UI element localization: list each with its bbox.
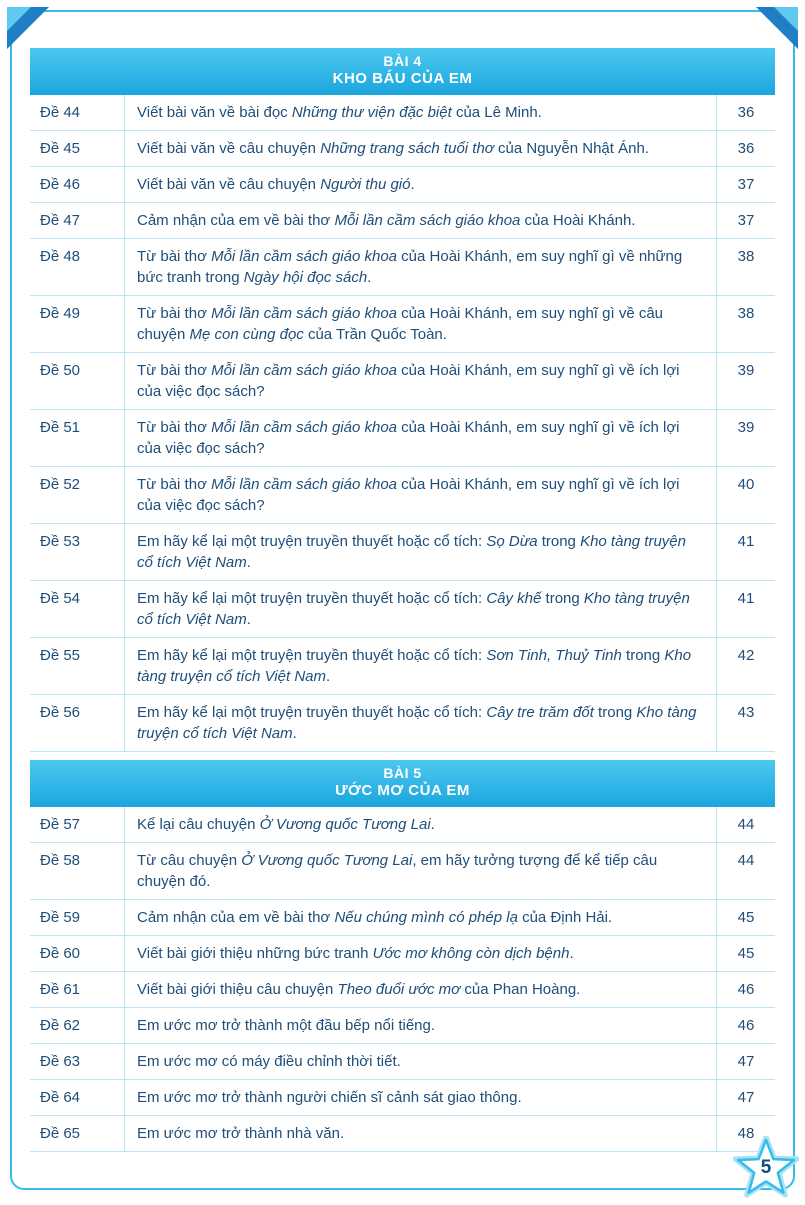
exercise-label: Đề 45 bbox=[30, 131, 125, 166]
exercise-description: Em hãy kể lại một truyện truyền thuyết hoặc cổ tích: Sơn Tinh, Thuỷ Tinh trong Kho tàng truyện cổ tích Việt Nam. bbox=[125, 638, 717, 694]
table-row bbox=[30, 131, 775, 167]
page-number-cell: 43 bbox=[737, 704, 755, 721]
exercise-description: Viết bài giới thiệu câu chuyện Theo đuổi ước mơ của Phan Hoàng. bbox=[125, 972, 717, 1007]
page-number-cell: 47 bbox=[737, 1089, 755, 1106]
table-row bbox=[30, 95, 775, 131]
page-number-cell: 47 bbox=[737, 1053, 755, 1070]
table-row bbox=[30, 203, 775, 239]
section-title-line1: BÀI 4 bbox=[383, 53, 422, 69]
exercise-label: Đề 49 bbox=[30, 296, 125, 352]
section-title-line2: KHO BÁU CỦA EM bbox=[332, 70, 473, 87]
page-number-cell: 38 bbox=[737, 248, 755, 265]
exercise-description: Em ước mơ trở thành một đầu bếp nổi tiếng. bbox=[125, 1008, 717, 1043]
exercise-label: Đề 44 bbox=[30, 95, 125, 130]
section-title-line1: BÀI 5 bbox=[383, 765, 422, 781]
page-number-cell: 37 bbox=[737, 212, 755, 229]
exercise-label: Đề 55 bbox=[30, 638, 125, 694]
page-number-cell: 36 bbox=[737, 140, 755, 157]
page-number-cell: 42 bbox=[737, 647, 755, 664]
table-row bbox=[30, 410, 775, 467]
exercise-description: Viết bài văn về câu chuyện Những trang sách tuổi thơ của Nguyễn Nhật Ánh. bbox=[125, 131, 717, 166]
table-row bbox=[30, 1080, 775, 1116]
section-header bbox=[30, 48, 775, 95]
table-row bbox=[30, 695, 775, 752]
exercise-description: Từ bài thơ Mỗi lần cầm sách giáo khoa của Hoài Khánh, em suy nghĩ gì về ích lợi của việc đọc sách? bbox=[125, 353, 717, 409]
table-row bbox=[30, 467, 775, 524]
exercise-description: Viết bài văn về bài đọc Những thư viện đặc biệt của Lê Minh. bbox=[125, 95, 717, 130]
page-number-cell: 41 bbox=[737, 533, 755, 550]
exercise-description: Em hãy kể lại một truyện truyền thuyết hoặc cổ tích: Sọ Dừa trong Kho tàng truyện cổ tích Việt Nam. bbox=[125, 524, 717, 580]
exercise-label: Đề 62 bbox=[30, 1008, 125, 1043]
table-row bbox=[30, 1116, 775, 1152]
table-row bbox=[30, 239, 775, 296]
exercise-label: Đề 54 bbox=[30, 581, 125, 637]
exercise-description: Viết bài văn về câu chuyện Người thu gió. bbox=[125, 167, 717, 202]
table-row bbox=[30, 638, 775, 695]
exercise-description: Em hãy kể lại một truyện truyền thuyết hoặc cổ tích: Cây tre trăm đốt trong Kho tàng truyện cổ tích Việt Nam. bbox=[125, 695, 717, 751]
exercise-description: Em ước mơ trở thành người chiến sĩ cảnh sát giao thông. bbox=[125, 1080, 717, 1115]
exercise-label: Đề 52 bbox=[30, 467, 125, 523]
table-row bbox=[30, 807, 775, 843]
page-number-star bbox=[733, 1136, 799, 1200]
exercise-label: Đề 65 bbox=[30, 1116, 125, 1151]
exercise-label: Đề 46 bbox=[30, 167, 125, 202]
corner-decoration-top-left bbox=[7, 7, 49, 49]
exercise-label: Đề 48 bbox=[30, 239, 125, 295]
table-row bbox=[30, 936, 775, 972]
table-row bbox=[30, 581, 775, 638]
exercise-label: Đề 60 bbox=[30, 936, 125, 971]
page-number-cell: 36 bbox=[737, 104, 755, 121]
table-row bbox=[30, 353, 775, 410]
exercise-description: Em hãy kể lại một truyện truyền thuyết hoặc cổ tích: Cây khế trong Kho tàng truyện cổ tích Việt Nam. bbox=[125, 581, 717, 637]
table-row bbox=[30, 167, 775, 203]
exercise-label: Đề 64 bbox=[30, 1080, 125, 1115]
exercise-label: Đề 59 bbox=[30, 900, 125, 935]
table-row bbox=[30, 524, 775, 581]
table-row bbox=[30, 1044, 775, 1080]
exercise-description: Từ bài thơ Mỗi lần cầm sách giáo khoa của Hoài Khánh, em suy nghĩ gì về câu chuyện Mẹ con cùng đọc của Trần Quốc Toàn. bbox=[125, 296, 717, 352]
exercise-description: Cảm nhận của em về bài thơ Mỗi lần cầm sách giáo khoa của Hoài Khánh. bbox=[125, 203, 717, 238]
exercise-description: Em ước mơ trở thành nhà văn. bbox=[125, 1116, 717, 1151]
section-header bbox=[30, 760, 775, 807]
exercise-label: Đề 63 bbox=[30, 1044, 125, 1079]
page-number-cell: 38 bbox=[737, 305, 755, 322]
exercise-description: Viết bài giới thiệu những bức tranh Ước mơ không còn dịch bệnh. bbox=[125, 936, 717, 971]
table-row bbox=[30, 296, 775, 353]
exercise-description: Từ bài thơ Mỗi lần cầm sách giáo khoa của Hoài Khánh, em suy nghĩ gì về ích lợi của việc đọc sách? bbox=[125, 410, 717, 466]
exercise-description: Kể lại câu chuyện Ở Vương quốc Tương Lai. bbox=[125, 807, 717, 842]
section-title-line2: ƯỚC MƠ CỦA EM bbox=[335, 782, 470, 799]
exercise-label: Đề 61 bbox=[30, 972, 125, 1007]
page-number: 5 bbox=[760, 1157, 772, 1178]
toc-table bbox=[30, 48, 775, 1152]
page-number-cell: 48 bbox=[737, 1125, 755, 1142]
exercise-label: Đề 53 bbox=[30, 524, 125, 580]
table-row bbox=[30, 900, 775, 936]
exercise-label: Đề 57 bbox=[30, 807, 125, 842]
exercise-description: Từ bài thơ Mỗi lần cầm sách giáo khoa của Hoài Khánh, em suy nghĩ gì về ích lợi của việc đọc sách? bbox=[125, 467, 717, 523]
exercise-label: Đề 58 bbox=[30, 843, 125, 899]
exercise-description: Từ bài thơ Mỗi lần cầm sách giáo khoa của Hoài Khánh, em suy nghĩ gì về những bức tranh trong Ngày hội đọc sách. bbox=[125, 239, 717, 295]
corner-decoration-top-right bbox=[756, 7, 798, 49]
exercise-description: Cảm nhận của em về bài thơ Nếu chúng mình có phép lạ của Định Hải. bbox=[125, 900, 717, 935]
exercise-label: Đề 56 bbox=[30, 695, 125, 751]
page-number-cell: 44 bbox=[737, 816, 755, 833]
page-number-cell: 46 bbox=[737, 1017, 755, 1034]
page-number-cell: 44 bbox=[737, 852, 755, 869]
table-row bbox=[30, 1008, 775, 1044]
table-row bbox=[30, 972, 775, 1008]
exercise-label: Đề 50 bbox=[30, 353, 125, 409]
exercise-description: Từ câu chuyện Ở Vương quốc Tương Lai, em hãy tưởng tượng để kể tiếp câu chuyện đó. bbox=[125, 843, 717, 899]
page-number-cell: 45 bbox=[737, 909, 755, 926]
page-number-cell: 40 bbox=[737, 476, 755, 493]
table-row bbox=[30, 843, 775, 900]
page-number-cell: 41 bbox=[737, 590, 755, 607]
page-number-cell: 37 bbox=[737, 176, 755, 193]
page-number-cell: 39 bbox=[737, 362, 755, 379]
page-number-cell: 39 bbox=[737, 419, 755, 436]
exercise-description: Em ước mơ có máy điều chỉnh thời tiết. bbox=[125, 1044, 717, 1079]
page-number-cell: 46 bbox=[737, 981, 755, 998]
exercise-label: Đề 51 bbox=[30, 410, 125, 466]
exercise-label: Đề 47 bbox=[30, 203, 125, 238]
page-number-cell: 45 bbox=[737, 945, 755, 962]
